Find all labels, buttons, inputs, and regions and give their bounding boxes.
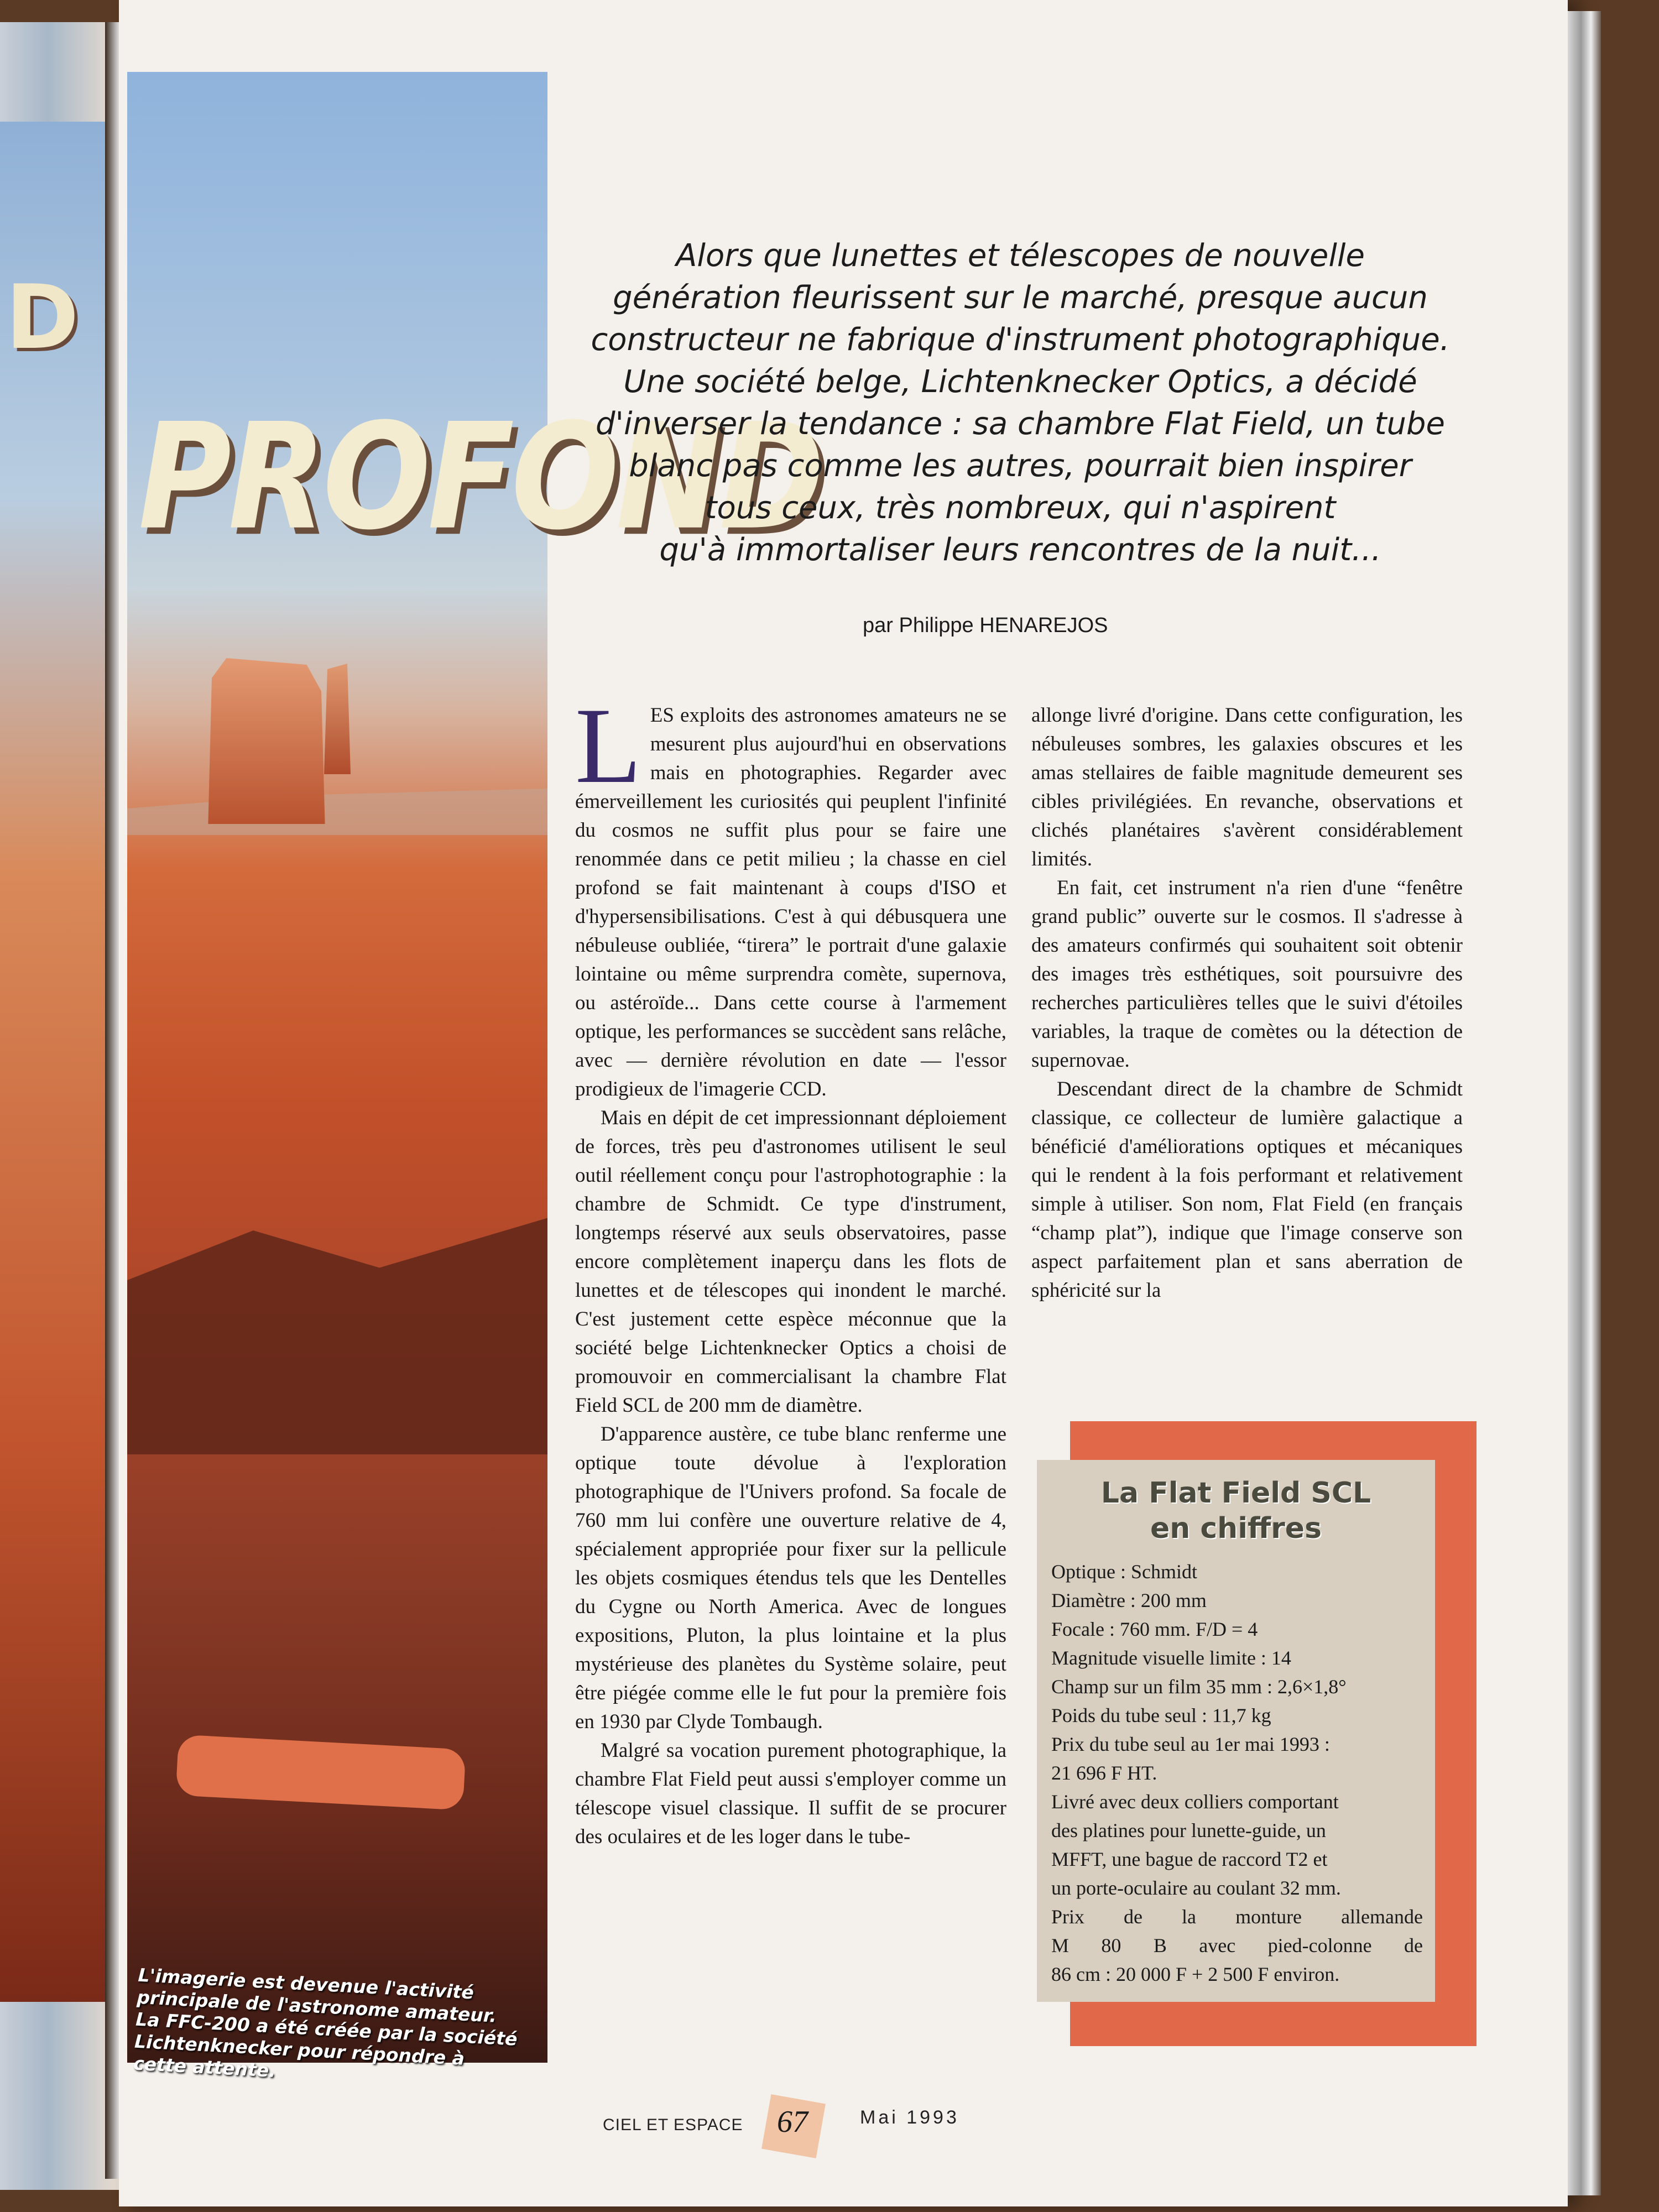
article-paragraph: Malgré sa vocation purement photographique, la chambre Flat Field peut aussi s'employer comme un télescope visuel classique. Il suffit de se procurer des oculaires et de les loger dans le tube- xyxy=(575,1739,1006,1848)
distant-mesa xyxy=(127,769,547,835)
previous-page-title-fragment: D xyxy=(6,265,79,369)
spec-line: MFFT, une bague de raccord T2 et xyxy=(1051,1848,1328,1870)
spec-line: Focale : 760 mm. F/D = 4 xyxy=(1051,1618,1258,1640)
article-paragraph: En fait, cet instrument n'a rien d'une “fenêtre grand public” ouverte sur le cosmos. Il s'adresse à des amateurs confirmés qui souhaitent soit obtenir des images très esthétiques, soit poursuivre des recherches particulières telles que le suivi d'étoiles variables, la traque de comètes ou la détection de supernovae. xyxy=(1031,877,1463,1072)
article-paragraph: D'apparence austère, ce tube blanc renferme une optique toute dévolue à l'exploration photographique de l'Univers profond. Sa focale de 760 mm lui confère une ouverture relative de 4, spécialement appropriée pour fixer sur la pellicule les objets cosmiques étendus tels que les Dentelles du Cygne ou North America. Avec de longues expositions, Pluton, la plus lointaine et la plus mystérieuse des planètes du Système solaire, peut être piégée comme elle le fut pour la première fois en 1930 par Clyde Tombaugh. xyxy=(575,1423,1006,1733)
spec-line: M 80 B avec pied-colonne de xyxy=(1051,1934,1423,1957)
spec-line: Prix du tube seul au 1er mai 1993 : xyxy=(1051,1733,1330,1755)
foreground-slab xyxy=(175,1734,466,1810)
spec-line: Optique : Schmidt xyxy=(1051,1561,1197,1583)
spec-line: un porte-oculaire au coulant 32 mm. xyxy=(1051,1877,1341,1899)
article-title: PROFOND xyxy=(138,393,822,563)
article-paragraph: ES exploits des astronomes amateurs ne se mesurent plus aujourd'hui en observations mais en photographies. Regarder avec émerveillement les curiosités qui peuplent l'infinité du cosmos ne suffit plus pour se faire une renommée dans ce petit milieu ; la chasse en ciel profond se fait maintenant à coups d'ISO et d'hypersensibilisations. C'est à qui débusquera une nébuleuse oubliée, “tirera” le portrait d'une galaxie lointaine ou même surprendra comète, supernova, ou astéroïde... Dans cette course à l'armement optique, les performances se succèdent sans relâche, avec — dernière révolution en date — l'essor prodigieux de l'imagerie CCD. xyxy=(575,704,1006,1100)
specs-box xyxy=(1037,1460,1435,2002)
page-number: 67 xyxy=(777,2105,808,2139)
intro-line: Une société belge, Lichtenknecker Optics, a décidé xyxy=(623,364,1417,400)
page-stack-edge xyxy=(1568,11,1601,2195)
spec-line: Champ sur un film 35 mm : 2,6×1,8° xyxy=(1051,1676,1347,1698)
specs-box-title xyxy=(1037,1475,1435,1546)
specs-title-line: La Flat Field SCL xyxy=(1100,1477,1371,1510)
intro-line: qu'à immortaliser leurs rencontres de la nuit... xyxy=(659,532,1381,568)
spec-line: Prix de la monture allemande xyxy=(1051,1906,1423,1928)
byline: par Philippe HENAREJOS xyxy=(863,614,1108,637)
spec-line: 86 cm : 20 000 F + 2 500 F environ. xyxy=(1051,1963,1340,1985)
previous-page-photo xyxy=(0,122,105,2002)
article-paragraph: allonge livré d'origine. Dans cette configuration, les nébuleuses sombres, les galaxies obscures et les amas stellaires de faible magnitude demeurent ses cibles privilégiées. En revanche, observations et clichés planétaires s'avèrent considérablement limités. xyxy=(1031,704,1463,870)
rock-spire xyxy=(321,664,354,774)
article-column-1 xyxy=(575,686,1006,1851)
spec-line: Magnitude visuelle limite : 14 xyxy=(1051,1647,1291,1669)
previous-page-edge xyxy=(0,22,119,2190)
spec-line: Diamètre : 200 mm xyxy=(1051,1589,1207,1611)
specs-title-line: en chiffres xyxy=(1150,1512,1322,1545)
article-paragraph: Mais en dépit de cet impressionnant déploiement de forces, très peu d'astronomes utilisent le seul outil réellement conçu pour l'astrophotographie : la chambre de Schmidt. Ce type d'instrument, longtemps réservé aux seuls observatoires, passe encore complètement inaperçu dans les flots de lunettes et de télescopes qui inondent le marché. C'est justement cette espèce méconnue que la société belge Lichtenknecker Optics a choisi de promouvoir en commercialisant la chambre Flat Field SCL de 200 mm de diamètre. xyxy=(575,1107,1006,1417)
intro-line: Alors que lunettes et télescopes de nouvelle xyxy=(676,238,1365,274)
intro-line: constructeur ne fabrique d'instrument photographique. xyxy=(591,322,1450,358)
intro-lede xyxy=(586,235,1454,571)
article-paragraph: Descendant direct de la chambre de Schmidt classique, ce collecteur de lumière galactique a bénéficié d'améliorations optiques et mécaniques qui le rendent à la fois performant et relativement simple à utiliser. Son nom, Flat Field (en français “champ plat”), indique que l'image conserve son aspect parfaitement plan et sans aberration de sphéricité sur la xyxy=(1031,1078,1463,1302)
drop-cap: L xyxy=(575,686,641,806)
specs-list xyxy=(1051,1557,1423,1989)
intro-line: blanc pas comme les autres, pourrait bien inspirer xyxy=(629,448,1412,484)
intro-line: génération fleurissent sur le marché, presque aucun xyxy=(613,280,1428,316)
photo-caption: L'imagerie est devenue l'activité principale de l'astronome amateur. La FFC-200 a été créée par la société Lichtenknecker pour répondre à cette attente. xyxy=(133,1964,518,2082)
intro-line: tous ceux, très nombreux, qui n'aspirent xyxy=(705,490,1336,526)
intro-line: d'inverser la tendance : sa chambre Flat Field, un tube xyxy=(596,406,1445,442)
magazine-name: CIEL ET ESPACE xyxy=(603,2116,743,2134)
article-column-2 xyxy=(1031,701,1463,1305)
spec-line: des platines pour lunette-guide, un xyxy=(1051,1819,1326,1841)
foreground-rocks xyxy=(127,1206,547,1454)
spec-line: Poids du tube seul : 11,7 kg xyxy=(1051,1704,1271,1726)
spec-line: 21 696 F HT. xyxy=(1051,1762,1157,1784)
issue-date: Mai 1993 xyxy=(860,2107,959,2128)
spec-line: Livré avec deux colliers comportant xyxy=(1051,1791,1339,1813)
